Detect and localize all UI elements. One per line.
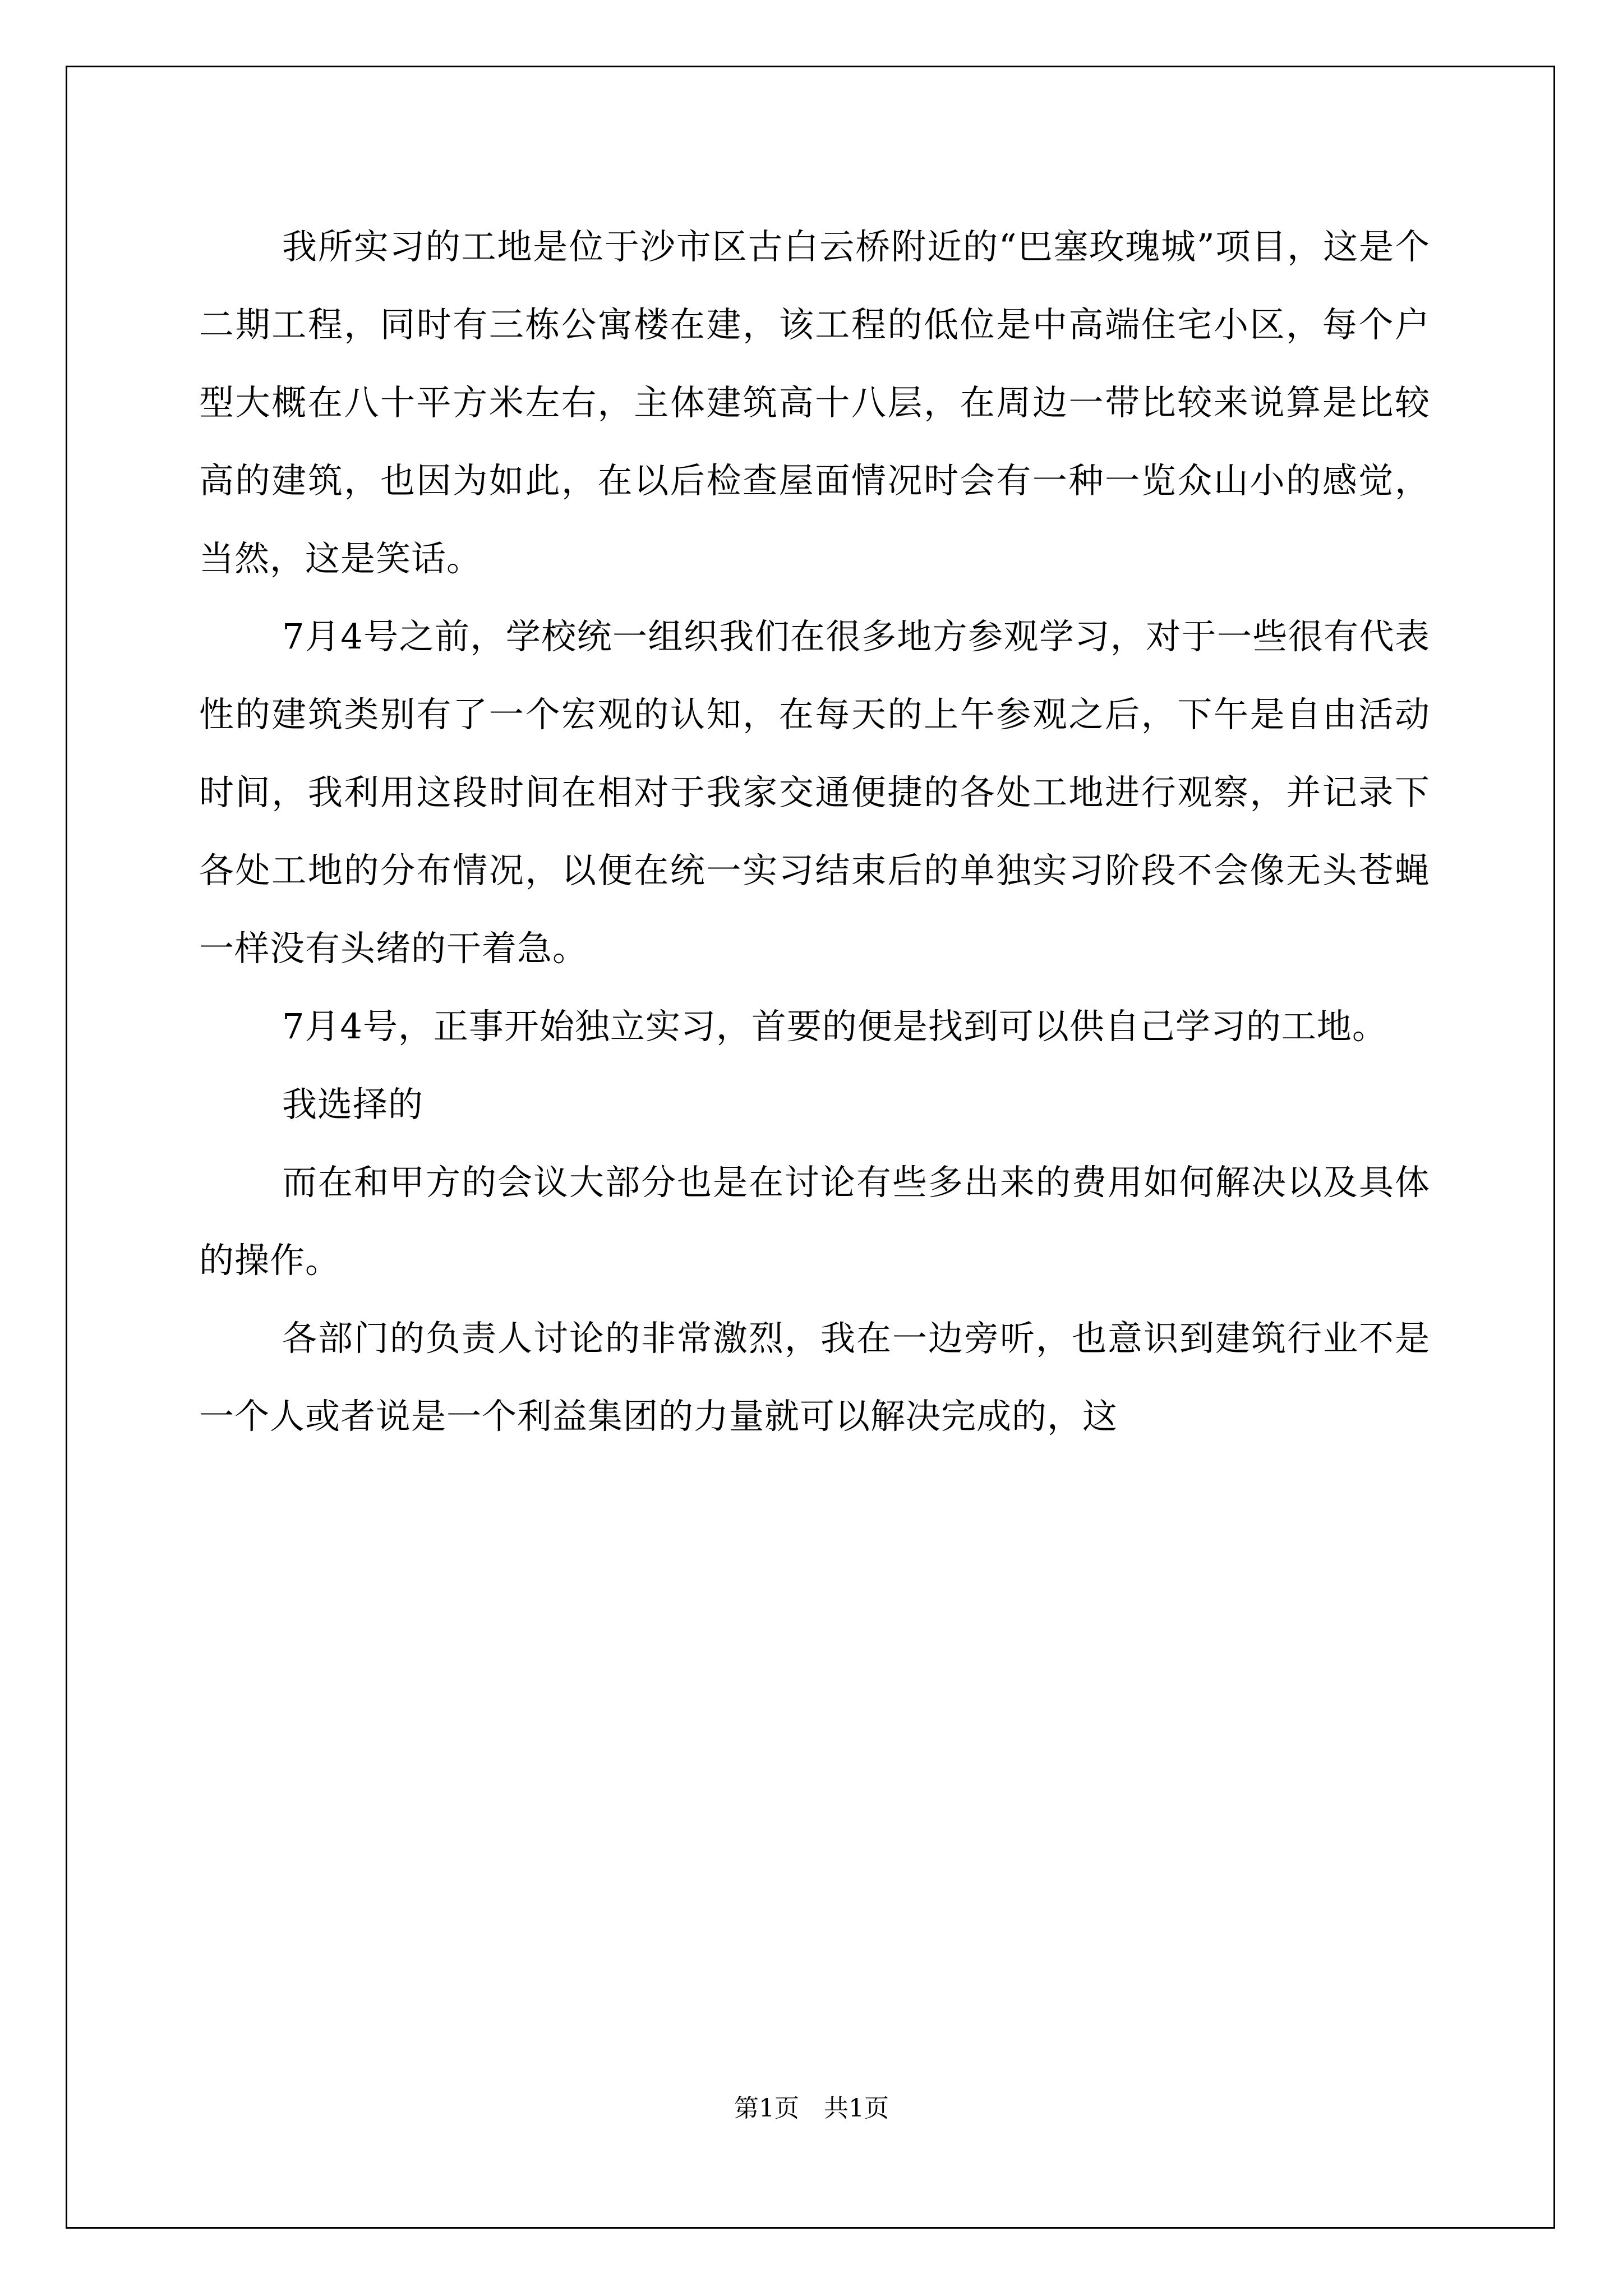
paragraph-2: 7月4号之前，学校统一组织我们在很多地方参观学习，对于一些很有代表性的建筑类别有了一个宏观的认知，在每天的上午参观之后，下午是自由活动时间，我利用这段时间在相对于我家交通便捷的各处工地进行观察，并记录下各处工地的分布情况，以便在统一实习结束后的单独实习阶段不会像无头苍蝇一样没有头绪的干着急。: [199, 616, 1430, 969]
paragraph-4: 我选择的: [282, 1084, 424, 1125]
paragraph-1: 我所实习的工地是位于沙市区古白云桥附近的“巴塞玫瑰城”项目，这是个二期工程，同时有三栋公寓楼在建，该工程的低位是中高端住宅小区，每个户型大概在八十平方米左右，主体建筑高十八层，在周边一带比较来说算是比较高的建筑，也因为如此，在以后检查屋面情况时会有一种一览众山小的感觉，当然，这是笑话。: [199, 226, 1430, 579]
paragraph-3: 7月4号，正事开始独立实习，首要的便是找到可以供自己学习的工地。: [282, 1006, 1387, 1047]
document-body: [199, 208, 1430, 1455]
paragraph-5: 而在和甲方的会议大部分也是在讨论有些多出来的费用如何解决以及具体的操作。: [199, 1162, 1430, 1281]
page-number-footer: 第1页 共1页: [734, 2094, 889, 2123]
paragraph-6: 各部门的负责人讨论的非常激烈，我在一边旁听，也意识到建筑行业不是一个人或者说是一个利益集团的力量就可以解决完成的，这: [199, 1318, 1430, 1437]
